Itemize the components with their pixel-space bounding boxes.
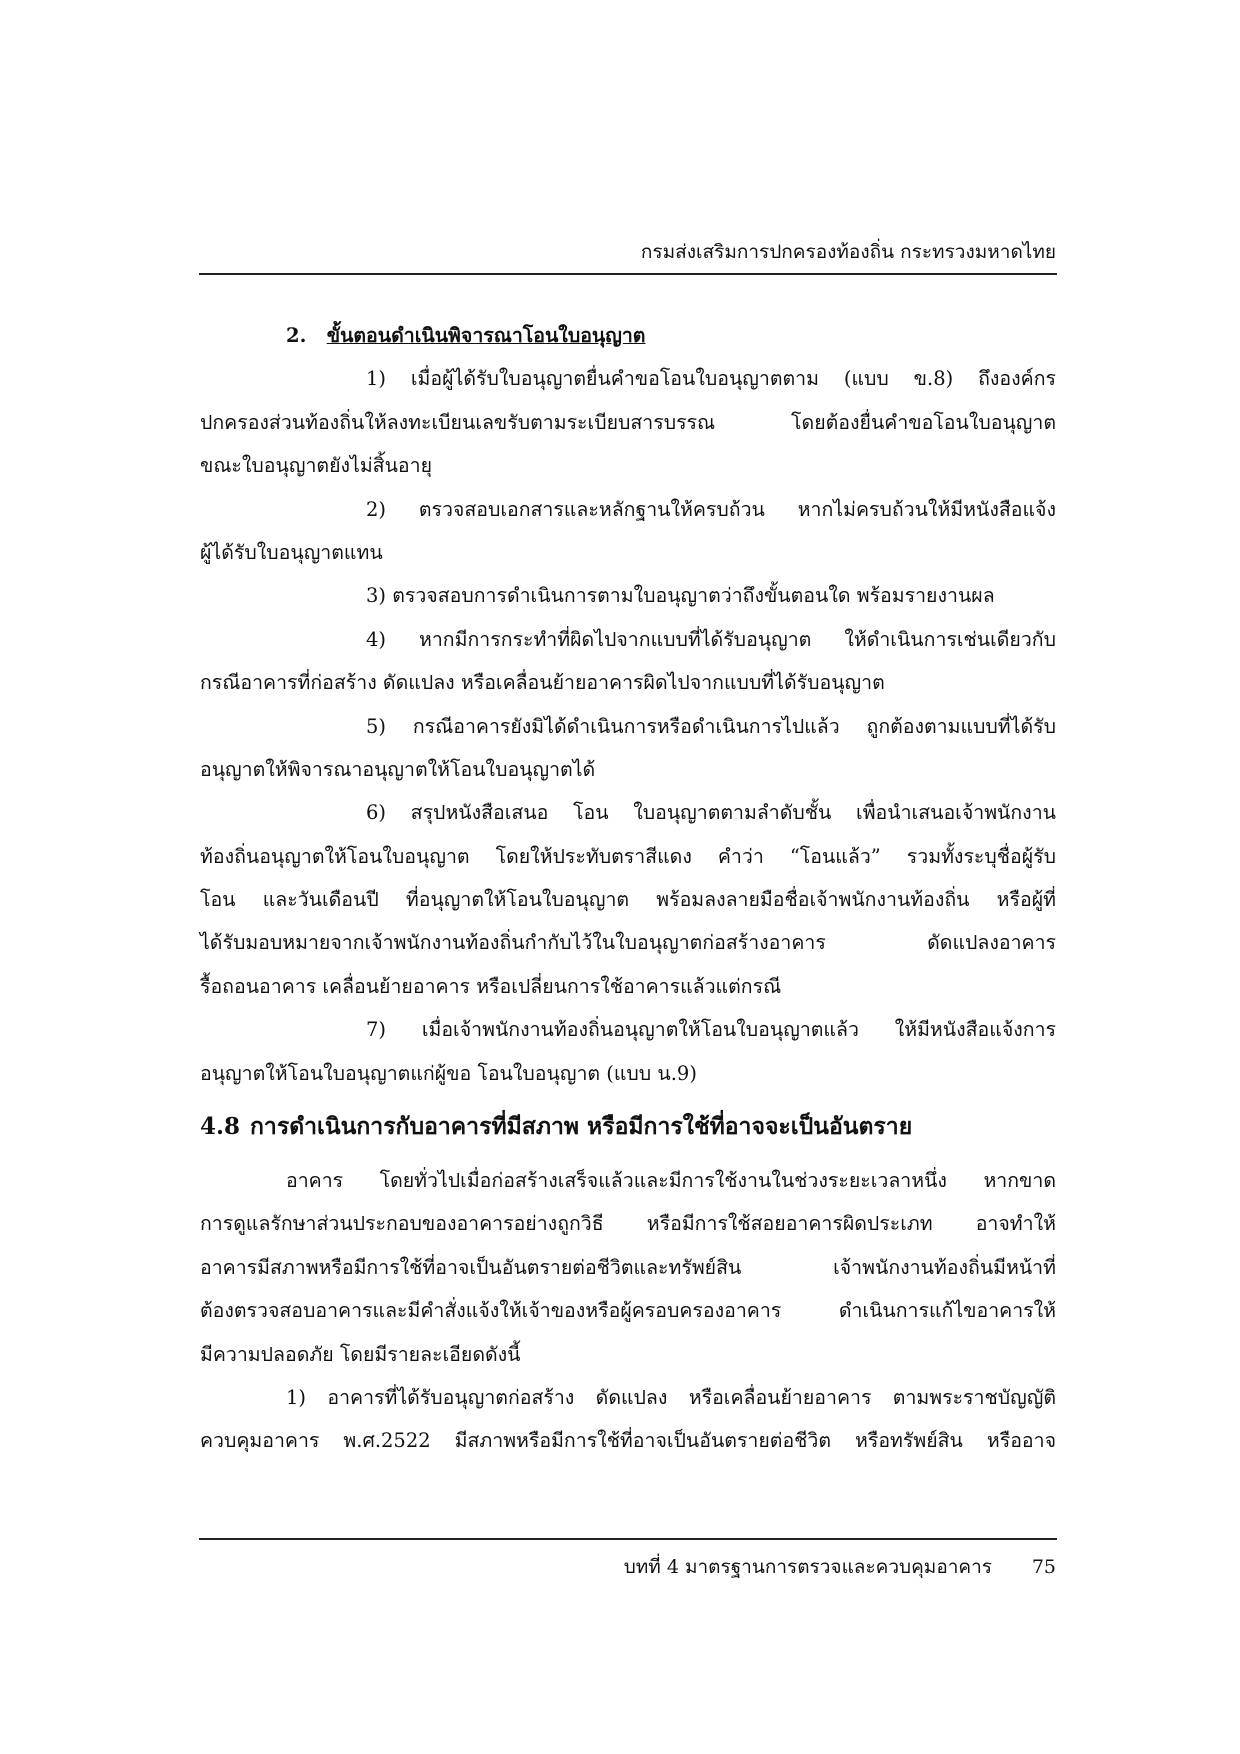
paragraph-line: ต้องตรวจสอบอาคารและมีคำสั่งแจ้งให้เจ้าของหรือผู้ครอบครองอาคาร ดำเนินการแก้ไขอาคารให้ — [200, 1299, 1056, 1323]
paragraph-line: ปกครองส่วนท้องถิ่นให้ลงทะเบียนเลขรับตามระเบียบสารบรรณ โดยต้องยื่นคำขอโอนใบอนุญาต — [200, 410, 1056, 434]
section-4-8-title: การดำเนินการกับอาคารที่มีสภาพ หรือมีการใช้ที่อาจจะเป็นอันตราย — [250, 1113, 913, 1141]
section-2-heading — [200, 314, 1056, 357]
paragraph-line: ขณะใบอนุญาตยังไม่สิ้นอายุ — [200, 454, 432, 478]
paragraph-line: 7) เมื่อเจ้าพนักงานท้องถิ่นอนุญาตให้โอนใบอนุญาตแล้ว ให้มีหนังสือแจ้งการ — [366, 1018, 1056, 1042]
paragraph-line: 2) ตรวจสอบเอกสารและหลักฐานให้ครบถ้วน หากไม่ครบถ้วนให้มีหนังสือแจ้ง — [366, 497, 1056, 521]
running-footer — [200, 1553, 1056, 1581]
header-rule — [199, 273, 1057, 275]
paragraph-line: ควบคุมอาคาร พ.ศ.2522 มีสภาพหรือมีการใช้ที่อาจเป็นอันตรายต่อชีวิต หรือทรัพย์สิน หรืออาจ — [200, 1429, 1056, 1453]
paragraph-line: อนุญาตให้โอนใบอนุญาตแก่ผู้ขอ โอนใบอนุญาต (แบบ น.9) — [200, 1061, 697, 1085]
page-number: 75 — [1031, 1556, 1056, 1578]
section-2-number: 2. — [286, 324, 307, 347]
running-header: กรมส่งเสริมการปกครองท้องถิ่น กระทรวงมหาดไทย — [640, 241, 1056, 263]
footer-rule — [199, 1538, 1057, 1540]
paragraph-line: รื้อถอนอาคาร เคลื่อนย้ายอาคาร หรือเปลี่ยนการใช้อาคารแล้วแต่กรณี — [200, 974, 782, 998]
paragraph-line: ผู้ได้รับใบอนุญาตแทน — [200, 540, 383, 564]
paragraph-line: กรณีอาคารที่ก่อสร้าง ดัดแปลง หรือเคลื่อนย้ายอาคารผิดไปจากแบบที่ได้รับอนุญาต — [200, 671, 885, 695]
paragraph-line: 6) สรุปหนังสือเสนอ โอน ใบอนุญาตตามลำดับชั้น เพื่อนำเสนอเจ้าพนักงาน — [366, 801, 1056, 825]
paragraph-line: ท้องถิ่นอนุญาตให้โอนใบอนุญาต โดยให้ประทับตราสีแดง คำว่า “โอนแล้ว” รวมทั้งระบุชื่อผู้รับ — [200, 844, 1056, 868]
section-4-8-heading — [200, 1099, 1056, 1155]
paragraph-line: 1) อาคารที่ได้รับอนุญาตก่อสร้าง ดัดแปลง หรือเคลื่อนย้ายอาคาร ตามพระราชบัญญัติ — [286, 1385, 1056, 1409]
paragraph-line: การดูแลรักษาส่วนประกอบของอาคารอย่างถูกวิธี หรือมีการใช้สอยอาคารผิดประเภท อาจทำให้ — [200, 1212, 1056, 1236]
paragraph-line: 1) เมื่อผู้ได้รับใบอนุญาตยื่นคำขอโอนใบอนุญาตตาม (แบบ ข.8) ถึงองค์กร — [366, 367, 1056, 391]
paragraph-line: มีความปลอดภัย โดยมีรายละเอียดดังนี้ — [200, 1342, 521, 1366]
paragraph-line: อนุญาตให้พิจารณาอนุญาตให้โอนใบอนุญาตได้ — [200, 757, 596, 781]
paragraph-line: 5) กรณีอาคารยังมิได้ดำเนินการหรือดำเนินการไปแล้ว ถูกต้องตามแบบที่ได้รับ — [366, 714, 1056, 738]
paragraph-line: โอน และวันเดือนปี ที่อนุญาตให้โอนใบอนุญาต พร้อมลงลายมือชื่อเจ้าพนักงานท้องถิ่น หรือผู้ที่ — [200, 888, 1056, 912]
section-4-8-number: 4.8 — [200, 1113, 241, 1141]
paragraph-line: อาคาร โดยทั่วไปเมื่อก่อสร้างเสร็จแล้วและมีการใช้งานในช่วงระยะเวลาหนึ่ง หากขาด — [286, 1169, 1056, 1193]
paragraph-line: 4) หากมีการกระทำที่ผิดไปจากแบบที่ได้รับอนุญาต ให้ดำเนินการเช่นเดียวกับ — [366, 627, 1056, 651]
page-body — [200, 314, 1056, 1463]
footer-chapter-title: บทที่ 4 มาตรฐานการตรวจและควบคุมอาคาร — [623, 1556, 992, 1578]
paragraph-line: ได้รับมอบหมายจากเจ้าพนักงานท้องถิ่นกำกับไว้ในใบอนุญาตก่อสร้างอาคาร ดัดแปลงอาคาร — [200, 931, 1056, 955]
paragraph-line: 3) ตรวจสอบการดำเนินการตามใบอนุญาตว่าถึงขั้นตอนใด พร้อมรายงานผล — [366, 584, 995, 608]
section-2-title: ขั้นตอนดำเนินพิจารณาโอนใบอนุญาต — [326, 324, 646, 347]
paragraph-line: อาคารมีสภาพหรือมีการใช้ที่อาจเป็นอันตรายต่อชีวิตและทรัพย์สิน เจ้าพนักงานท้องถิ่นมีหน้าที่ — [200, 1255, 1056, 1279]
